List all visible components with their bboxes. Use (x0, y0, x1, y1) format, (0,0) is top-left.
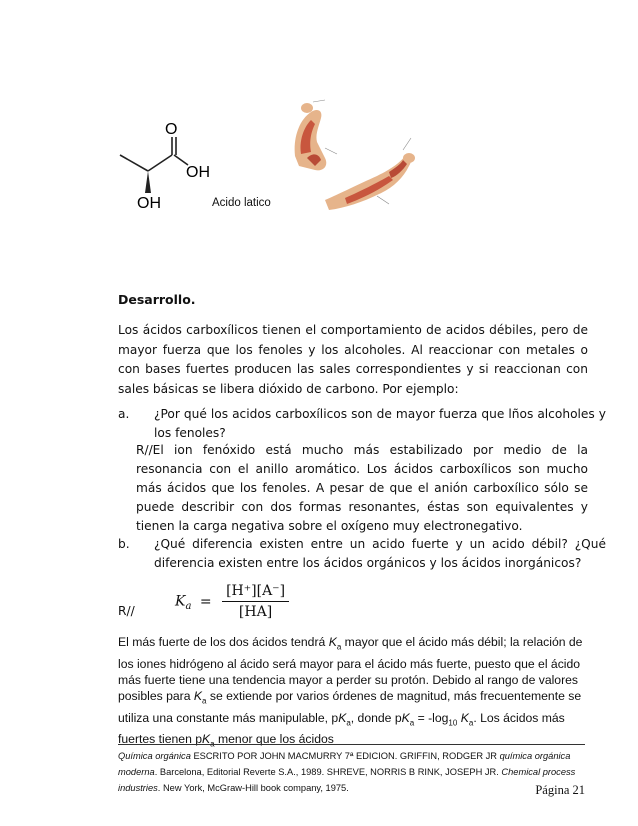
footer-text: . Barcelona, Editorial Reverte S.A., 1989. SHREVE, NORRIS B RINK, JOSEPH JR. (154, 767, 502, 777)
formula-denominator: [HA] (238, 604, 273, 620)
question-a (118, 405, 606, 443)
footer-text: ESCRITO POR JOHN MACMURRY 7ª EDICION. GRIFFIN, RODGER JR (190, 751, 500, 761)
text-run: El más fuerte de los dos ácidos tendrá (118, 635, 329, 649)
ka-subscript: a (210, 739, 215, 749)
formula-equals: = (199, 593, 212, 610)
ka-subscript: a (409, 718, 415, 728)
text-run: se extiende por varios órdenes de magnitud, más frecuentemente se utiliza una constante más manipulable, p (118, 689, 582, 725)
footer-references (118, 748, 585, 796)
ka-symbol: K (193, 689, 203, 704)
question-b (118, 535, 606, 573)
question-b-marker: b. (118, 537, 130, 551)
footer-book-title: Chemical process industries (118, 767, 576, 793)
atom-o-top: O (165, 121, 178, 138)
log-subscript: 10 (448, 718, 458, 728)
figure-caption: Acido latico (212, 197, 271, 209)
ka-symbol: K (328, 635, 337, 649)
ka-symbol: K (338, 710, 347, 725)
ka-explanation-paragraph (118, 634, 588, 753)
section-heading: Desarrollo. (118, 292, 196, 307)
formula-k-sub: a (185, 601, 192, 613)
atom-oh-right: OH (186, 164, 210, 181)
lactic-acid-structure (100, 115, 210, 215)
text-run: . Los ácidos más fuertes tienen p (118, 710, 565, 747)
formula-fraction (222, 583, 289, 620)
footer-divider (118, 744, 585, 745)
text-run: , donde p (350, 710, 402, 725)
arm-muscle-illustration (285, 98, 425, 216)
intro-paragraph: Los ácidos carboxílicos tienen el comportamiento de acidos débiles, pero de mayor fuerza que los fenoles y los alcoholes. Al reaccionar con metales o con bases fuertes producen las sales correspondientes y si reaccionan con sales básicas se libera dióxido de carbono. Por ejemplo: (118, 323, 588, 396)
footer-text: . New York, McGraw-Hill book company, 1975. (157, 783, 349, 793)
question-a-marker: a. (118, 407, 130, 421)
footer-book-title: Química orgánica (118, 751, 191, 761)
answer-b-prefix: R// (118, 604, 135, 618)
ka-formula (175, 583, 289, 620)
text-run: menor que los ácidos (214, 732, 334, 747)
ka-symbol: K (460, 710, 469, 725)
question-b-text: ¿Qué diferencia existen entre un acido fuerte y un acido débil? ¿Qué diferencia existen entre los ácidos orgánicos y los ácidos inorgánicos? (154, 537, 606, 570)
ka-subscript: a (336, 642, 342, 652)
ka-subscript: a (468, 718, 474, 728)
page-number: Página 21 (535, 783, 585, 797)
atom-oh-bottom: OH (137, 195, 161, 212)
question-a-text: ¿Por qué los acidos carboxílicos son de mayor fuerza que lños alcoholes y los fenoles? (154, 407, 606, 440)
ka-subscript: a (202, 696, 207, 706)
ka-symbol: K (202, 732, 211, 747)
ka-subscript: a (346, 718, 351, 728)
footer-book-title: química orgánica moderna (118, 751, 571, 777)
text-run: mayor que el ácido más débil; la relación de los iones hidrógeno al ácido será mayor para el ácido más fuerte, puesto que el ácido más fuerte tiene una tendencia mayor a perder su protón. Debido al rango de valores posibles para (118, 635, 583, 704)
ka-symbol: K (401, 710, 410, 725)
answer-a: R//El ion fenóxido está mucho más estabilizado por medio de la resonancia con el anillo aromático. Los ácidos carboxílicos son mucho más ácidos que los fenoles. A pesar de que el anión carboxílico sólo se puede describir con dos formas resonantes, éstas son equivalentes y tienen la carga negativa sobre el oxígeno muy electronegativo. (136, 443, 588, 533)
text-run: = -log (414, 710, 449, 725)
formula-k: K (175, 593, 186, 610)
formula-numerator: [H⁺][A⁻] (222, 583, 289, 602)
